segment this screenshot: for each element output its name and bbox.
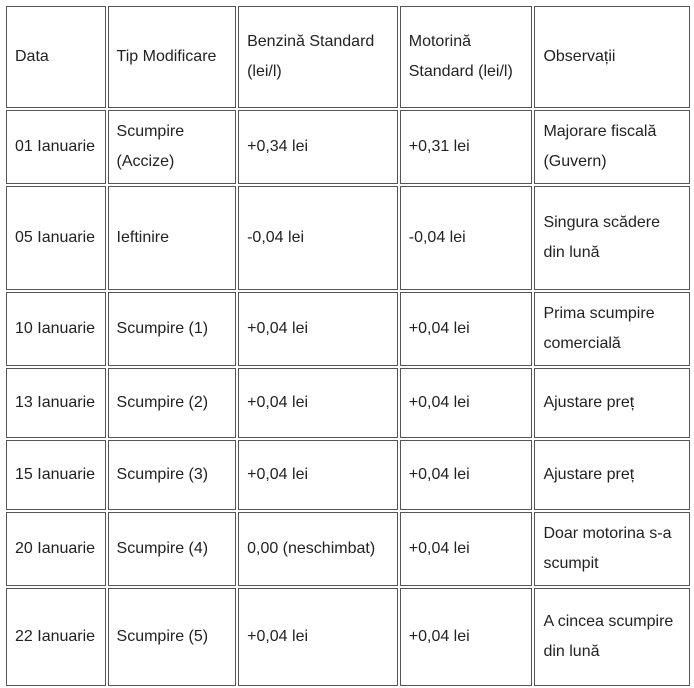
cell-petrol: +0,34 lei (238, 110, 398, 184)
cell-change-type: Ieftinire (108, 186, 237, 290)
header-notes: Observații (534, 6, 690, 108)
table-row (6, 292, 690, 366)
cell-notes: Ajustare preț (534, 440, 690, 510)
cell-change-type: Scumpire (3) (108, 440, 237, 510)
cell-diesel: +0,04 lei (400, 368, 533, 438)
cell-date: 01 Ianuarie (6, 110, 106, 184)
table-row (6, 512, 690, 586)
table-row (6, 368, 690, 438)
cell-diesel: +0,04 lei (400, 588, 533, 686)
cell-notes: A cincea scumpire din lună (534, 588, 690, 686)
table-header-row (6, 6, 690, 108)
cell-date: 15 Ianuarie (6, 440, 106, 510)
cell-petrol: -0,04 lei (238, 186, 398, 290)
cell-petrol: +0,04 lei (238, 588, 398, 686)
cell-change-type: Scumpire (Accize) (108, 110, 237, 184)
cell-notes: Prima scumpire comercială (534, 292, 690, 366)
cell-notes: Doar motorina s-a scumpit (534, 512, 690, 586)
cell-diesel: +0,04 lei (400, 292, 533, 366)
cell-date: 13 Ianuarie (6, 368, 106, 438)
cell-date: 10 Ianuarie (6, 292, 106, 366)
header-date: Data (6, 6, 106, 108)
cell-petrol: +0,04 lei (238, 440, 398, 510)
cell-diesel: +0,04 lei (400, 440, 533, 510)
cell-change-type: Scumpire (1) (108, 292, 237, 366)
cell-change-type: Scumpire (2) (108, 368, 237, 438)
table-row (6, 186, 690, 290)
cell-diesel: +0,31 lei (400, 110, 533, 184)
table-row (6, 110, 690, 184)
cell-diesel: +0,04 lei (400, 512, 533, 586)
table-row (6, 588, 690, 686)
cell-date: 22 Ianuarie (6, 588, 106, 686)
table-row (6, 440, 690, 510)
cell-date: 05 Ianuarie (6, 186, 106, 290)
header-diesel: Motorină Standard (lei/l) (400, 6, 533, 108)
cell-notes: Singura scădere din lună (534, 186, 690, 290)
cell-diesel: -0,04 lei (400, 186, 533, 290)
cell-petrol: 0,00 (neschimbat) (238, 512, 398, 586)
cell-date: 20 Ianuarie (6, 512, 106, 586)
fuel-price-table (4, 4, 692, 688)
cell-notes: Ajustare preț (534, 368, 690, 438)
cell-petrol: +0,04 lei (238, 292, 398, 366)
header-petrol: Benzină Standard (lei/l) (238, 6, 398, 108)
header-change-type: Tip Modificare (108, 6, 237, 108)
cell-notes: Majorare fiscală (Guvern) (534, 110, 690, 184)
cell-petrol: +0,04 lei (238, 368, 398, 438)
cell-change-type: Scumpire (4) (108, 512, 237, 586)
cell-change-type: Scumpire (5) (108, 588, 237, 686)
